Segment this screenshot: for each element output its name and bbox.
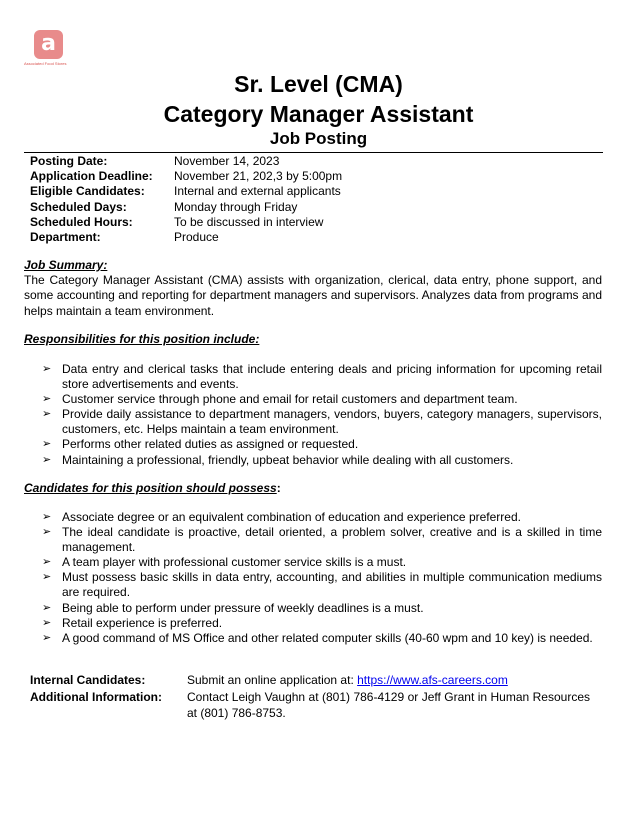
list-item-text: Associate degree or an equivalent combination of education and experience preferred. — [62, 510, 521, 524]
arrow-bullet-icon: ➢ — [42, 408, 52, 421]
detail-value: To be discussed in interview — [174, 214, 324, 229]
list-item-text: Provide daily assistance to department managers, vendors, buyers, category managers, supervisors, customers, etc. Helps maintain a team environment. — [62, 407, 602, 437]
internal-candidates-row — [30, 673, 590, 688]
detail-label: Eligible Candidates: — [30, 184, 145, 199]
logo-letter: a — [41, 31, 56, 56]
detail-label: Department: — [30, 230, 101, 245]
arrow-bullet-icon: ➢ — [42, 511, 52, 523]
posting-details — [30, 154, 342, 245]
internal-candidates-text: Submit an online application at: — [187, 673, 358, 687]
detail-value: Monday through Friday — [174, 199, 298, 214]
detail-label: Posting Date: — [30, 154, 108, 168]
header-divider — [24, 152, 603, 153]
internal-candidates-label: Internal Candidates: — [30, 673, 146, 687]
detail-value: Internal and external applicants — [174, 184, 341, 199]
list-item-text: The ideal candidate is proactive, detail oriented, a problem solver, creative and is a skilled in time management. — [62, 525, 602, 555]
job-summary-heading: Job Summary: — [24, 258, 108, 272]
detail-row — [30, 200, 342, 215]
list-item-text: A good command of MS Office and other related computer skills (40-60 wpm and 10 key) is needed. — [62, 630, 593, 645]
title-level: Sr. Level (CMA) — [234, 71, 403, 97]
detail-label: Scheduled Days: — [30, 199, 127, 214]
list-item-text: Being able to perform under pressure of weekly deadlines is a must. — [62, 600, 424, 615]
list-item-text: Data entry and clerical tasks that include entering deals and pricing information for upcoming retail store advertisements and events. — [62, 362, 602, 392]
detail-value: Produce — [174, 230, 219, 245]
list-item — [24, 407, 602, 437]
list-item — [24, 570, 602, 600]
detail-row — [30, 215, 342, 230]
list-item — [24, 616, 602, 631]
list-item-text: A team player with professional customer service skills is a must. — [62, 555, 407, 570]
arrow-bullet-icon: ➢ — [42, 526, 52, 539]
candidates-list — [24, 510, 602, 646]
detail-value: November 14, 2023 — [174, 154, 280, 168]
detail-row — [30, 230, 342, 245]
detail-row — [30, 154, 342, 169]
additional-info-row — [30, 690, 590, 721]
list-item-text: Customer service through phone and email for retail customers and department team. — [62, 392, 518, 407]
arrow-bullet-icon: ➢ — [42, 453, 52, 466]
detail-value: November 21, 202,3 by 5:00pm — [174, 169, 343, 184]
arrow-bullet-icon: ➢ — [42, 616, 52, 629]
job-summary-text: The Category Manager Assistant (CMA) assists with organization, clerical, data entry, phone support, and some accounting and reporting for department managers and supervisors. Analyzes data from programs and helps maintain a team environment. — [24, 273, 602, 318]
responsibilities-list — [24, 362, 602, 468]
arrow-bullet-icon: ➢ — [42, 438, 52, 451]
arrow-bullet-icon: ➢ — [42, 631, 52, 644]
arrow-bullet-icon: ➢ — [42, 556, 52, 569]
list-item — [24, 525, 602, 555]
candidates-heading-text: Candidates for this position should possess — [24, 481, 277, 495]
responsibilities-heading: Responsibilities for this position include: — [24, 332, 260, 346]
list-item — [24, 453, 602, 468]
list-item — [24, 555, 602, 570]
list-item — [24, 437, 602, 452]
additional-info-text: Contact Leigh Vaughn at (801) 786-4129 or Jeff Grant in Human Resources at (801) 786-8753. — [187, 690, 590, 720]
list-item-text: Maintaining a professional, friendly, upbeat behavior while dealing with all customers. — [62, 452, 514, 467]
detail-row — [30, 184, 342, 199]
logo-caption: Associated Food Stores — [24, 61, 67, 66]
arrow-bullet-icon: ➢ — [42, 393, 52, 406]
list-item — [24, 510, 602, 525]
internal-candidates-value — [187, 673, 590, 688]
company-logo — [24, 28, 80, 70]
detail-label: Scheduled Hours: — [30, 214, 133, 229]
detail-label: Application Deadline: — [30, 169, 153, 184]
footer-info — [30, 673, 590, 721]
candidates-heading — [24, 481, 281, 496]
arrow-bullet-icon: ➢ — [42, 363, 52, 375]
title-position: Category Manager Assistant — [163, 101, 474, 127]
list-item — [24, 392, 602, 407]
list-item-text: Performs other related duties as assigned or requested. — [62, 437, 359, 452]
arrow-bullet-icon: ➢ — [42, 571, 52, 584]
detail-row — [30, 169, 342, 184]
list-item — [24, 601, 602, 616]
careers-link[interactable]: https://www.afs-careers.com — [357, 673, 508, 687]
arrow-bullet-icon: ➢ — [42, 601, 52, 614]
list-item — [24, 362, 602, 392]
list-item — [24, 631, 602, 646]
title-job-posting: Job Posting — [269, 129, 368, 148]
list-item-text: Retail experience is preferred. — [62, 615, 223, 630]
list-item-text: Must possess basic skills in data entry, accounting, and abilities in multiple communication mediums are required. — [62, 570, 602, 600]
candidates-heading-colon: : — [276, 481, 281, 495]
additional-info-label: Additional Information: — [30, 690, 162, 705]
